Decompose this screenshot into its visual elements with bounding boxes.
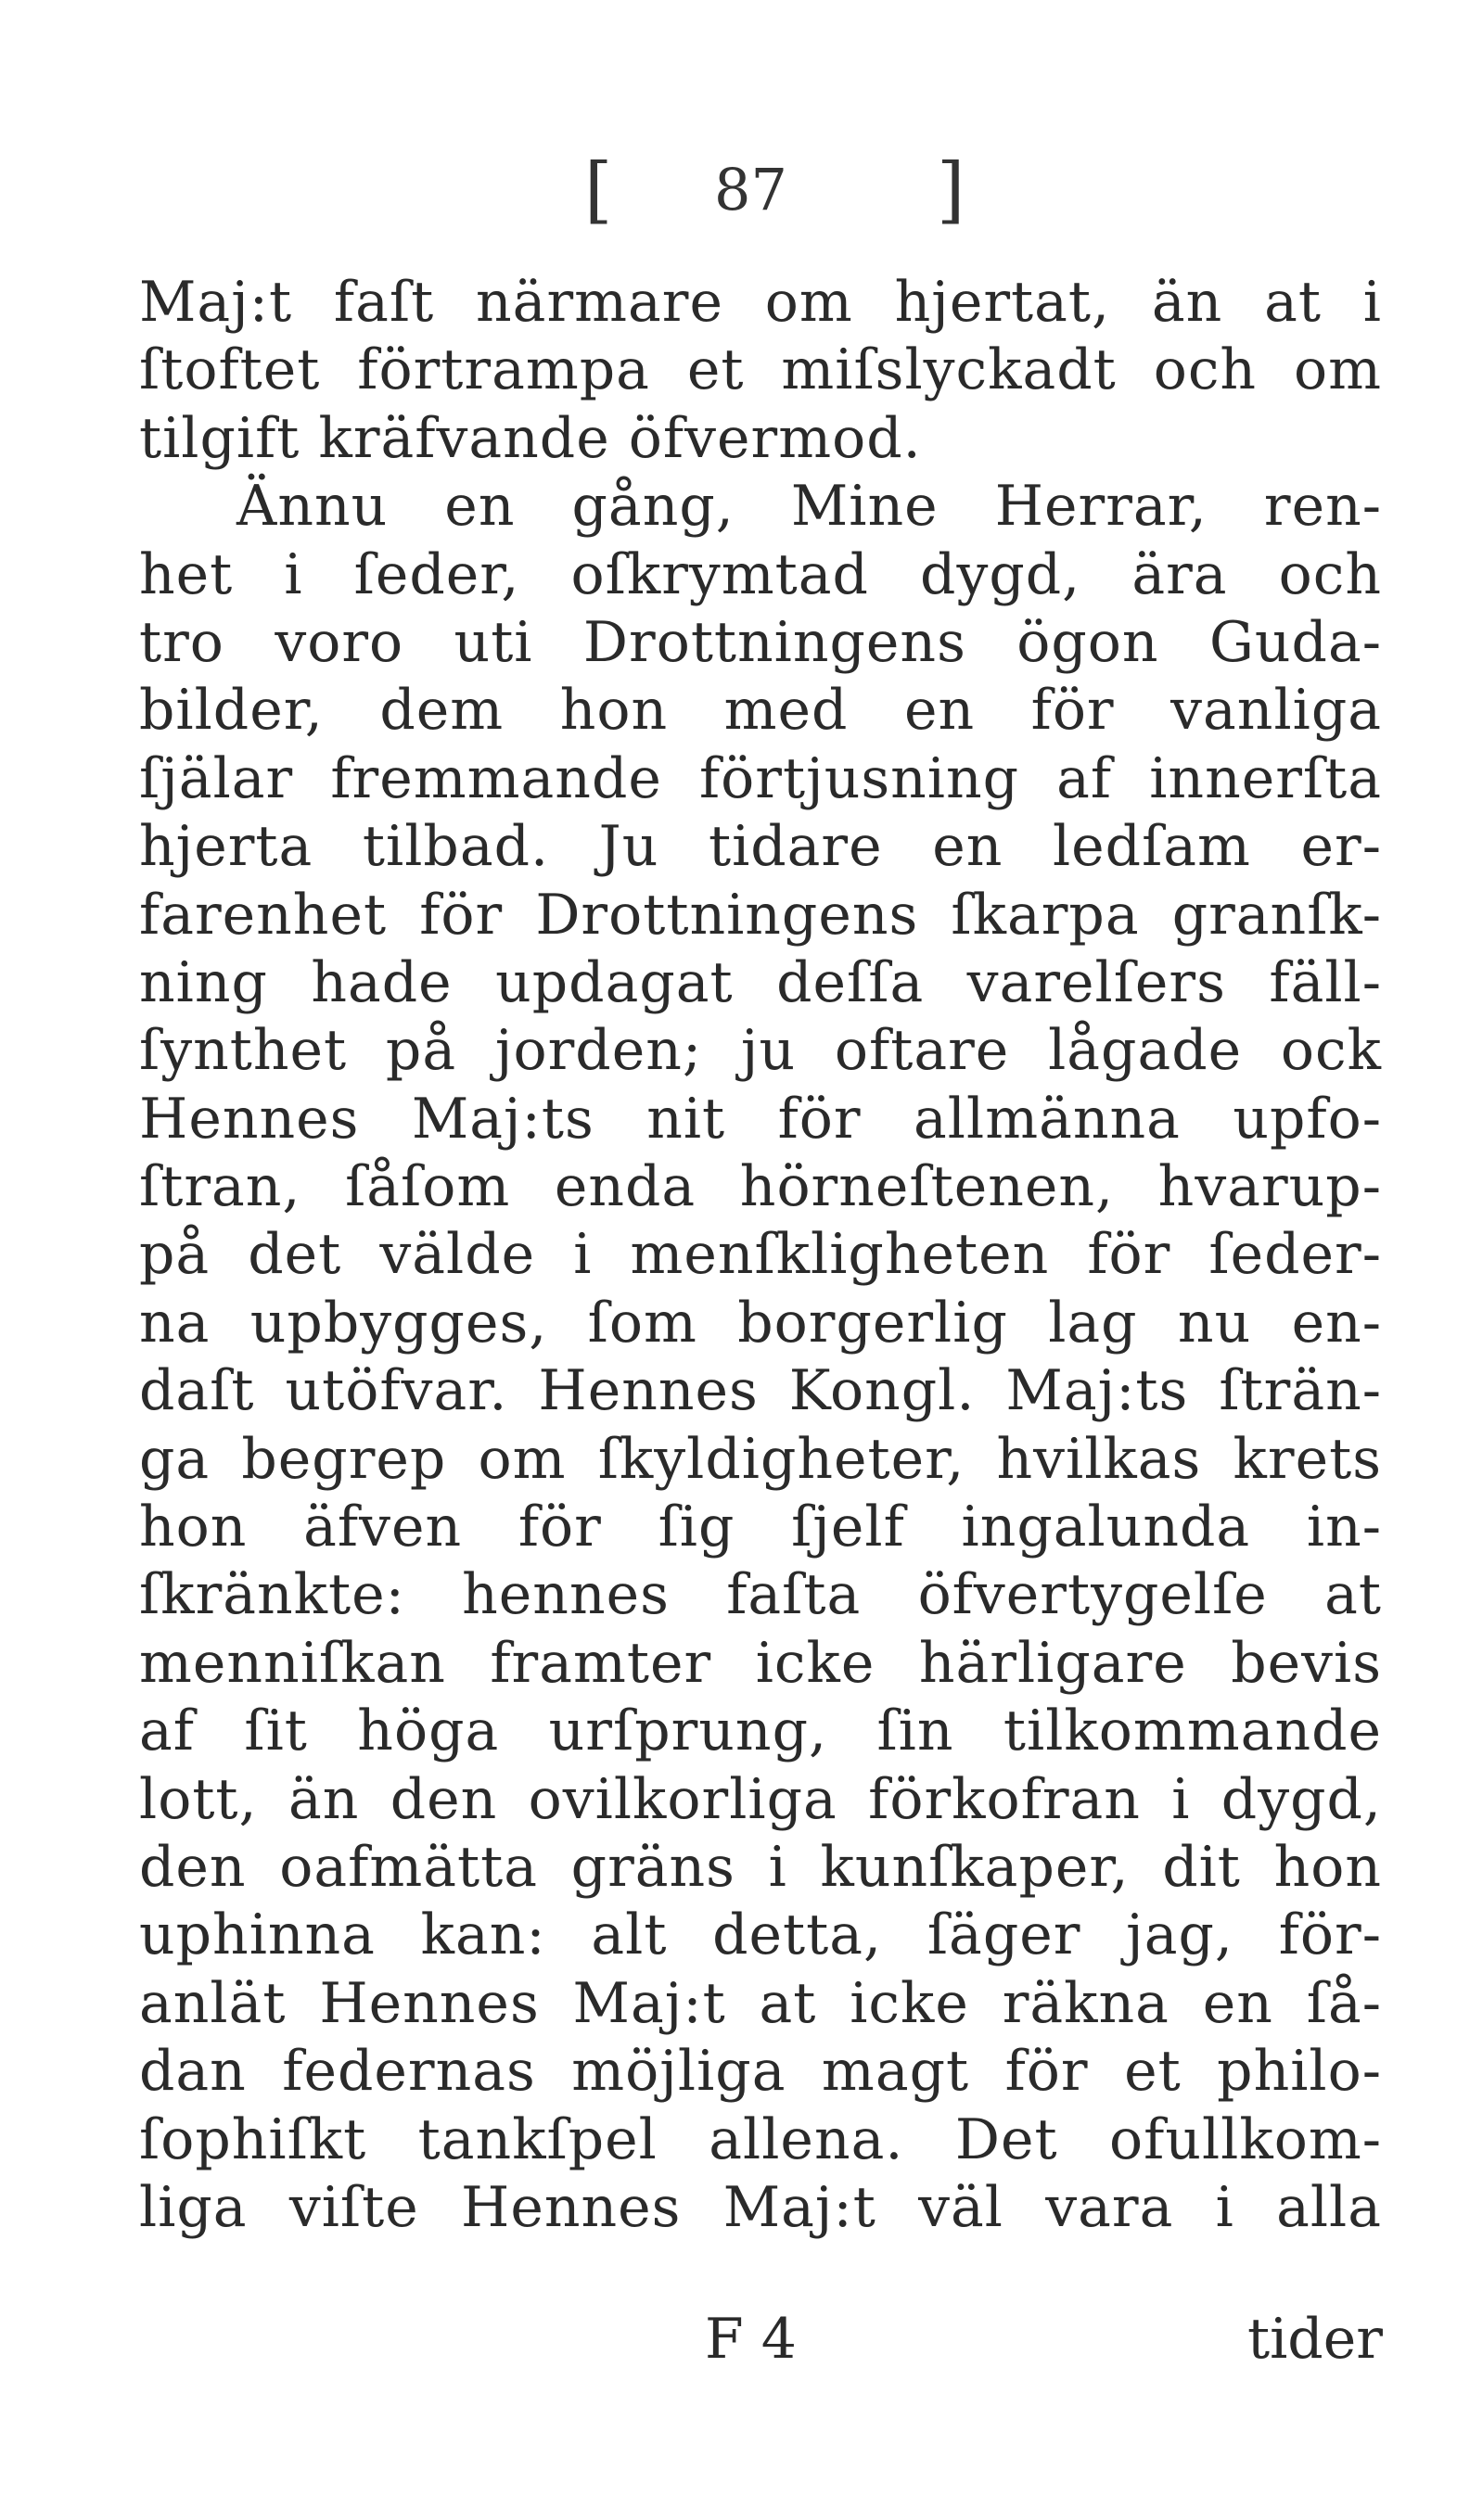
text-line: farenhet för Drottningens ſkarpa granſk- [139,882,1382,948]
text-line: liga viſte Hennes Maj:t väl vara i alla [139,2174,1382,2240]
header-bracket-left: [ [584,148,613,232]
body-text [139,269,1382,2242]
text-line: af ſit höga urſprung, ſin tilkommande [139,1699,1382,1764]
text-line: ga begrep om ſkyldigheter, hvilkas krets [139,1426,1382,1492]
text-line: ſjälar fremmande förtjusning af innerſta [139,745,1382,811]
text-line: na upbygges, ſom borgerlig lag nu en- [139,1290,1382,1355]
text-line: daſt utöfvar. Hennes Kongl. Maj:ts ſträn- [139,1358,1382,1424]
text-line: dan federnas möjliga magt för et philo- [139,2039,1382,2105]
text-line: het i ſeder, oſkrymtad dygd, ära och [139,541,1382,607]
text-line: ſophiſkt tankſpel allena. Det ofullkom- [139,2106,1382,2172]
header-bracket-right: ] [937,148,965,232]
text-line: hon äfven för ſig ſjelf ingalunda in- [139,1495,1382,1560]
text-line: på det välde i menſkligheten för ſeder- [139,1222,1382,1288]
text-line: tilgift kräfvande öfvermod. [139,405,922,471]
page-footer [0,2297,1457,2381]
text-line: ſkränkte: hennes faſta öfvertygelſe at [139,1562,1382,1628]
text-line: Maj:t faſt närmare om hjertat, än at i [139,270,1382,335]
text-line: ſtoftet förtrampa et miſslyckadt och om [139,337,1382,403]
text-line: hjerta tilbad. Ju tidare en ledſam er- [139,814,1382,880]
text-line: ſynthet på jorden; ju oftare lågade ock [139,1018,1382,1084]
signature-mark: F 4 [705,2307,797,2372]
page-header [0,139,1457,241]
text-line: bilder, dem hon med en för vanliga [139,678,1382,744]
text-line: Ännu en gång, Mine Herrar, ren- [236,474,1382,540]
text-line: menniſkan framter icke härligare bevis [139,1630,1382,1696]
text-line: Hennes Maj:ts nit för allmänna upfo- [139,1086,1382,1152]
page-number: 87 [714,156,787,223]
text-line: den oafmätta gräns i kunſkaper, dit hon [139,1834,1382,1900]
text-line: ſtran, ſåſom enda hörneſtenen, hvarup- [139,1154,1382,1220]
text-line: lott, än den ovilkorliga förkofran i dygd, [139,1766,1382,1832]
text-line: ning hade updagat deſſa varelſers fäll- [139,949,1382,1015]
text-line: tro voro uti Drottningens ögon Guda- [139,609,1382,675]
catchword: tider [1247,2307,1383,2372]
text-line: anlät Hennes Maj:t at icke räkna en ſå- [139,1970,1382,2036]
text-line: uphinna kan: alt detta, ſäger jag, för- [139,1903,1382,1968]
